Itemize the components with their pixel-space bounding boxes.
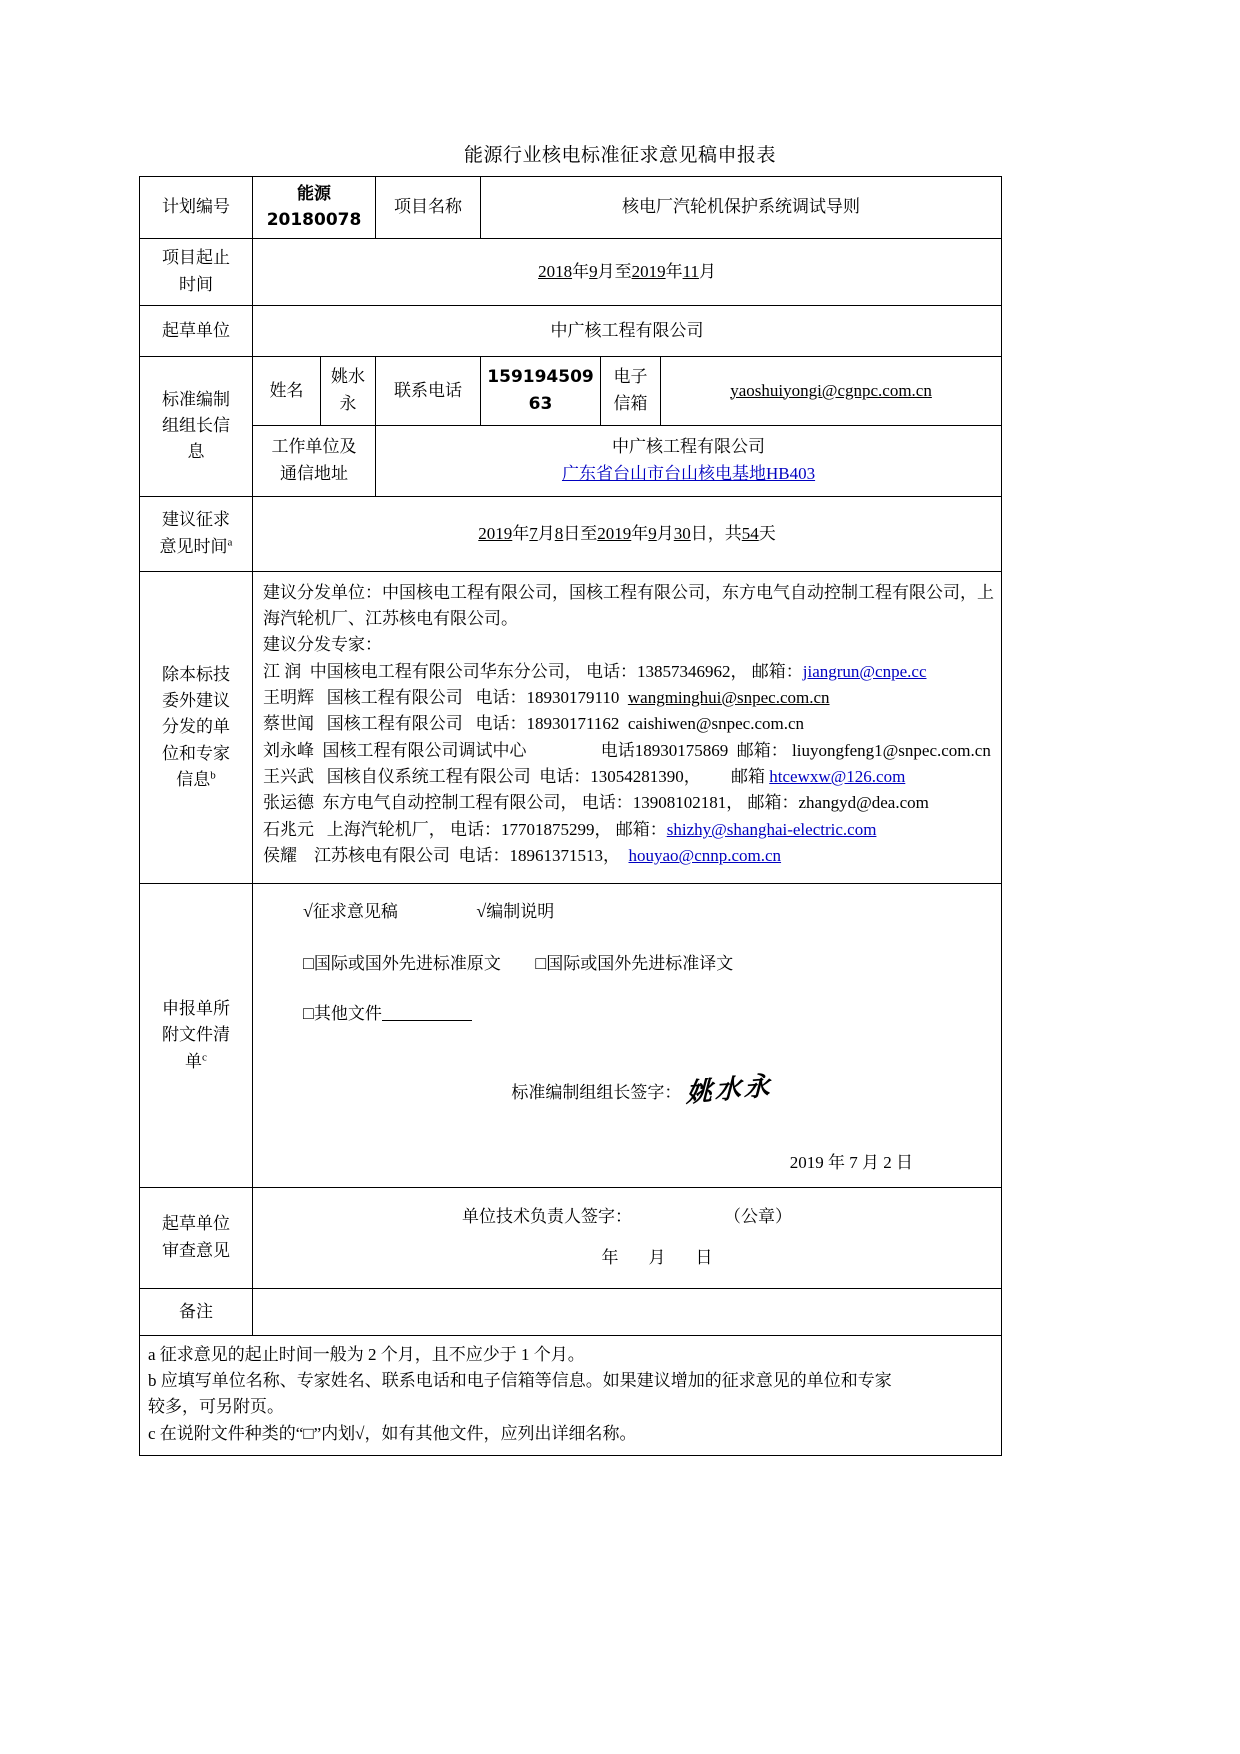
leader-info-label-line3: 息 (187, 442, 205, 462)
expert-row (263, 659, 993, 685)
work-unit-value-line1: 中广核工程有限公司 (612, 437, 766, 457)
comment-total-days: 54 (741, 523, 759, 543)
period-year-char-2: 年 (665, 261, 683, 281)
expert-name: 江 润 (263, 661, 302, 681)
cy1: 年 (512, 523, 530, 543)
cd2: 日 (690, 523, 708, 543)
period-start-month: 9 (589, 261, 598, 281)
expert-phone-label: 电话： (586, 661, 637, 681)
expert-email-label: 邮箱： (615, 819, 667, 839)
distribution-label-line5: 信息$^b$ (176, 769, 216, 790)
review-content (253, 1187, 1002, 1288)
attachment-item-1: 征求意见稿 (312, 902, 398, 922)
expert-org: 国核工程有限公司调试中心 (322, 740, 527, 760)
expert-email-label: 邮箱： (736, 740, 788, 760)
distribution-label-line4: 位和专家 (162, 743, 230, 763)
expert-row (263, 790, 993, 816)
table-row-plan-number (140, 177, 1002, 239)
drafting-unit-label: 起草单位 (140, 305, 253, 356)
project-period-label (140, 238, 253, 305)
expert-org: 国核工程有限公司 (326, 688, 463, 708)
name-value: 姚水永 (321, 356, 376, 425)
distribution-label-line1: 除本标技 (162, 664, 230, 684)
plan-no-value (253, 177, 376, 239)
leader-info-label-line2: 组组长信 (162, 416, 230, 436)
table-row-comment-period (140, 496, 1002, 571)
attachment-label-line2: 附文件清 (162, 1025, 230, 1045)
attachment-label-line1: 申报单所 (162, 999, 230, 1019)
expert-phone-label: 电话 (600, 740, 635, 760)
expert-phone-label: 电话： (539, 767, 591, 787)
attachment-item-5: 其他文件 (313, 1004, 382, 1024)
attachment-checkbox-row-2 (303, 950, 991, 978)
review-day: 日 (695, 1247, 713, 1267)
expert-row (263, 738, 993, 764)
email-label-line2: 信箱 (613, 393, 648, 413)
work-unit-address[interactable]: 广东省台山市台山核电基地HB403 (561, 463, 816, 483)
expert-name: 王明辉 (263, 688, 314, 708)
distribution-units-line1: 建议分发单位：中国核电工程有限公司，国核工程有限公司，东方电气自动控制工程有限公司，上 (263, 582, 994, 602)
review-signature-line (253, 1204, 1001, 1230)
period-end-year: 2019 (631, 261, 666, 281)
period-year-char-1: 年 (572, 261, 590, 281)
period-month-char-1: 月 (597, 261, 615, 281)
work-unit-label-line1: 工作单位及 (271, 437, 357, 457)
period-start-year: 2018 (538, 261, 573, 281)
expert-email[interactable]: jiangrun@cnpe.cc (802, 661, 927, 681)
expert-phone: 13908102181， (632, 793, 744, 813)
signature-date: 2019 年 7 月 2 日 (789, 1153, 914, 1173)
cd1: 日 (563, 523, 581, 543)
other-document-input[interactable] (382, 1020, 472, 1021)
review-label (140, 1187, 253, 1288)
work-unit-label-line2: 通信地址 (280, 463, 348, 483)
distribution-label (140, 571, 253, 884)
checkbox-empty-icon[interactable]: □ (303, 1003, 314, 1024)
comment-day-unit: 天 (758, 523, 776, 543)
review-month: 月 (648, 1247, 666, 1267)
review-label-line2: 审查意见 (162, 1240, 230, 1260)
expert-email-label: 邮箱： (747, 793, 799, 813)
remark-label: 备注 (140, 1288, 253, 1335)
checkbox-checked-icon[interactable]: √ (476, 901, 487, 922)
expert-name: 蔡世闻 (263, 714, 314, 734)
comment-start-day: 8 (554, 523, 564, 543)
expert-email-label: 邮箱： (751, 661, 803, 681)
expert-email[interactable]: zhangyd@dea.com (798, 793, 929, 813)
attachment-checkbox-row-1 (303, 898, 991, 926)
signature-handwriting: 姚水永 (685, 1071, 773, 1110)
phone-label: 联系电话 (376, 356, 481, 425)
expert-row (263, 764, 993, 790)
table-row-project-period (140, 238, 1002, 305)
project-period-value (253, 238, 1002, 305)
expert-org: 江苏核电有限公司 (314, 846, 450, 866)
cm1: 月 (537, 523, 555, 543)
comment-time-value (253, 496, 1002, 571)
expert-email[interactable]: liuyongfeng1@snpec.com.cn (792, 740, 991, 760)
comment-total-prefix: ，共 (707, 523, 742, 543)
expert-phone: 13054281390， (590, 767, 701, 787)
note-b-line2: 较多，可另附页。 (148, 1397, 284, 1417)
expert-email[interactable]: htcewxw@126.com (769, 767, 906, 787)
table-row-drafting-unit (140, 305, 1002, 356)
expert-org: 国核工程有限公司 (326, 714, 463, 734)
name-label: 姓名 (253, 356, 321, 425)
email-value-cell (661, 356, 1002, 425)
plan-no-value-line1: 能源 (297, 184, 331, 204)
expert-name: 张运德 (263, 793, 314, 813)
distribution-content (253, 571, 1002, 884)
remark-value[interactable] (253, 1288, 1002, 1335)
comment-end-year: 2019 (597, 523, 632, 543)
review-seal-label: （公章） (724, 1207, 793, 1227)
attachment-item-3: 国际或国外先进标准原文 (313, 954, 501, 974)
drafting-unit-value: 中广核工程有限公司 (253, 305, 1002, 356)
expert-phone: 17701875299， (501, 819, 612, 839)
attachment-note-ref: c (202, 1051, 207, 1064)
distribution-label-line3: 分发的单 (162, 717, 230, 737)
checkbox-checked-icon[interactable]: √ (303, 901, 313, 922)
review-year: 年 (601, 1247, 619, 1267)
signature-label: 标准编制组组长签字： (511, 1083, 682, 1103)
comment-time-label-line1: 建议征求 (162, 510, 230, 530)
note-a: a 征求意见的起止时间一般为 2 个月，且不应少于 1 个月。 (148, 1344, 585, 1364)
expert-phone-label: 电话： (475, 714, 527, 734)
notes-content (140, 1335, 1002, 1455)
expert-email[interactable]: wangminghui@snpec.com.cn (627, 688, 830, 708)
email-value[interactable]: yaoshuiyongi@cgnpc.com.cn (730, 380, 932, 400)
comment-to-char: 至 (580, 523, 598, 543)
comment-time-note-ref: a (227, 536, 233, 549)
attachment-content (253, 884, 1002, 1187)
expert-email[interactable]: houyao@cnnp.com.cn (628, 846, 782, 866)
project-name-label: 项目名称 (376, 177, 481, 239)
expert-phone: 18930171162 (526, 714, 620, 734)
comment-start-year: 2019 (478, 523, 513, 543)
project-period-label-line1: 项目起止 (162, 248, 230, 268)
expert-name: 刘永峰 (263, 740, 314, 760)
distribution-note-ref: b (210, 769, 216, 782)
expert-phone: 13857346962， (637, 661, 748, 681)
expert-row (263, 843, 993, 869)
expert-org: 国核自仪系统工程有限公司 (326, 767, 531, 787)
review-signature-label: 单位技术负责人签字： (462, 1207, 633, 1227)
table-row-distribution (140, 571, 1002, 884)
experts-heading: 建议分发专家： (263, 635, 382, 655)
expert-phone: 18930179110 (526, 688, 620, 708)
attachment-checkbox-row-3 (303, 1000, 991, 1028)
table-row-review (140, 1187, 1002, 1288)
attachment-label (140, 884, 253, 1187)
review-date-line (253, 1245, 1001, 1271)
expert-phone: 18961371513， (509, 846, 620, 866)
comment-end-day: 30 (673, 523, 691, 543)
cy2: 年 (631, 523, 649, 543)
expert-phone-label: 电话： (450, 819, 501, 839)
expert-row (263, 685, 993, 711)
attachment-item-2: 编制说明 (486, 902, 555, 922)
attachment-item-4: 国际或国外先进标准译文 (546, 954, 734, 974)
work-unit-value (376, 425, 1002, 496)
email-label-line1: 电子 (613, 367, 648, 387)
expert-name: 侯耀 (263, 846, 297, 866)
project-period-label-line2: 时间 (179, 274, 213, 294)
email-label (601, 356, 661, 425)
period-end-month: 11 (682, 261, 699, 281)
comment-end-month: 9 (648, 523, 657, 543)
expert-email-label: 邮箱 (731, 767, 765, 787)
review-label-line1: 起草单位 (162, 1214, 230, 1234)
expert-phone-label: 电话： (458, 846, 510, 866)
plan-no-label: 计划编号 (140, 177, 253, 239)
table-row-notes (140, 1335, 1002, 1455)
table-row-remark (140, 1288, 1002, 1335)
period-month-char-2: 月 (698, 261, 716, 281)
table-row-leader-contact (140, 356, 1002, 425)
signature-row (303, 1070, 991, 1110)
expert-phone-label: 电话： (581, 793, 633, 813)
leader-info-label-line1: 标准编制 (162, 389, 230, 409)
expert-name: 王兴武 (263, 767, 314, 787)
period-to-char: 至 (614, 261, 632, 281)
expert-phone-label: 电话： (475, 688, 527, 708)
table-row-work-unit (140, 425, 1002, 496)
table-row-attachments (140, 884, 1002, 1187)
cm2: 月 (656, 523, 674, 543)
expert-name: 石兆元 (263, 819, 314, 839)
comment-start-month: 7 (529, 523, 538, 543)
expert-email[interactable]: caishiwen@snpec.com.cn (627, 714, 805, 734)
expert-org: 上海汽轮机厂， (326, 819, 446, 839)
application-form-table (139, 176, 1002, 1456)
work-unit-label (253, 425, 376, 496)
page-title: 能源行业核电标准征求意见稿申报表 (463, 145, 776, 166)
comment-time-label-line2: 意见时间$^a$ (159, 536, 233, 556)
project-name-value: 核电厂汽轮机保护系统调试导则 (481, 177, 1002, 239)
expert-org: 东方电气自动控制工程有限公司， (322, 793, 578, 813)
expert-org: 中国核电工程有限公司华东分公司， (309, 661, 582, 681)
distribution-units-line2: 海汽轮机厂、江苏核电有限公司。 (263, 609, 518, 629)
checkbox-empty-icon[interactable]: □ (303, 953, 314, 974)
checkbox-empty-icon[interactable]: □ (535, 953, 547, 974)
phone-value: 15919450963 (481, 356, 601, 425)
distribution-label-line2: 委外建议 (162, 691, 230, 711)
expert-phone: 18930175869 (634, 740, 729, 760)
leader-info-label (140, 356, 253, 496)
expert-row (263, 711, 993, 737)
comment-time-label (140, 496, 253, 571)
note-b-line1: b 应填写单位名称、专家姓名、联系电话和电子信箱等信息。如果建议增加的征求意见的单位和专家 (148, 1371, 892, 1391)
attachment-label-line3: 单$^c$ (185, 1051, 207, 1071)
note-c: c 在说附文件种类的“□”内划√，如有其他文件，应列出详细名称。 (148, 1423, 637, 1443)
expert-row (263, 817, 993, 843)
plan-no-value-line2: 20180078 (266, 210, 362, 231)
expert-email[interactable]: shizhy@shanghai-electric.com (666, 819, 877, 839)
